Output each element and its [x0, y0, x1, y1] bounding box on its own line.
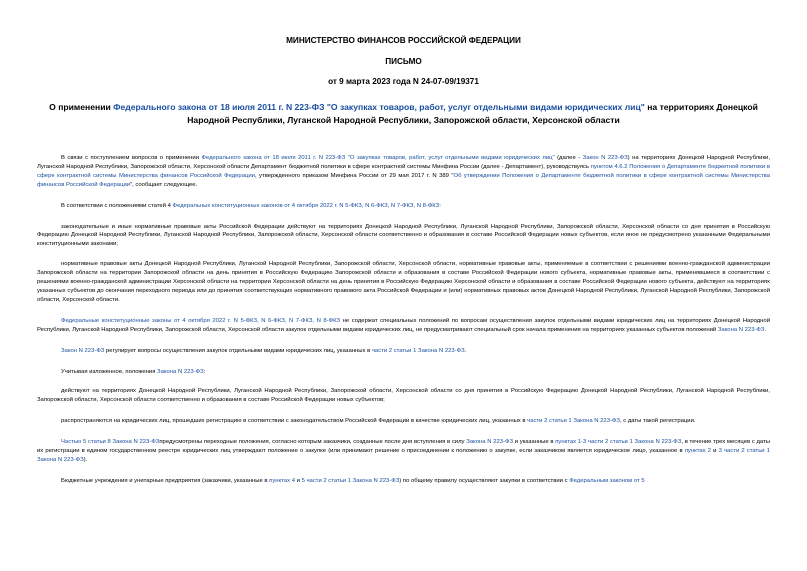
text-run: .: [764, 326, 767, 333]
text-run: :: [203, 368, 206, 375]
department-regulation-clause-link[interactable]: пунктом 4.6.2 Положения о Департаменте бюджетной политики в сфере контрактной системы Министерства финансов Российской Федерации: [37, 163, 770, 179]
text-run: ", сообщает следующее.: [130, 181, 198, 188]
law-223-short-link[interactable]: Закона N 223-ФЗ: [157, 368, 204, 375]
paragraph-fkz-no-provisions: [37, 317, 770, 335]
law-223-clauses-1-3-link[interactable]: пунктах 1-3 части 2 статьи 1 Закона N 223-ФЗ: [555, 439, 682, 446]
text-run: ) по общему правилу осуществляют закупки в соответствии с: [399, 477, 570, 484]
paragraph-transitional-provisions: [37, 438, 770, 465]
law-223-clause-2-link[interactable]: пунктах 2: [684, 448, 711, 455]
text-run: , утвержденного приказом Минфина России от 29 мая 2017 г. N 389 ": [254, 172, 454, 179]
text-run: Бюджетные учреждения и унитарные предприятия (заказчики, указанные в: [61, 477, 270, 484]
paragraph-federal-acts: законодательные и иные нормативные правовые акты Российской Федерации действуют на территориях Донецкой Народной Республики, Луганской Народной Республики, Запорожской области, Херсонской области со дня принятия в Российскую Федерацию Донецкой Народной Республики, Луганской Народной Республики, Запорожской области, Херсонской области соответственно и образования в составе Российской Федерации новых субъектов, если иное не предусмотрено указанными Федеральными конституционными законами;: [37, 223, 770, 248]
law-223-short-link[interactable]: Закона N 223-ФЗ: [717, 326, 765, 333]
fkz-laws-link[interactable]: Федеральных конституционных законов от 4 октября 2022 г. N 5-ФКЗ, N 6-ФКЗ, N 7-ФКЗ, N 8-ФКЗ: [172, 202, 440, 209]
paragraph-budget-institutions: [37, 477, 770, 486]
paragraph-regional-acts: нормативные правовые акты Донецкой Народной Республики, Луганской Народной Республики, Запорожской области, Херсонской области, нормативные правовые акты, применяемые в соответствии с решениями военно-гражданской администрации Запорожской области на территории Запорожской области на день принятия в Российскую Федерацию Запорожской области и образования в составе Российской Федерации нового субъекта, нормативные правовые акты, применявшиеся в соответствии с решениями военно-гражданской администрации Херсонской области на территории Херсонской области на день принятия в Российскую Федерацию Херсонской области и образования в составе Российской Федерации нового субъекта, действуют на территориях указанных субъектов до окончания переходного периода или до принятия соответствующих нормативного правового акта Российской Федерации и (или) нормативных правовых актов Донецкой Народной Республики, Луганской Народной Республики, Запорожской области, Херсонской области.: [37, 261, 770, 303]
text-run: и: [711, 448, 719, 455]
law-223-clause-3-link[interactable]: 3 части 2 статьи 1 Закона N 223-ФЗ: [37, 448, 770, 463]
text-run: предусмотрены переходные положения, согласно которым заказчики, созданные после дня вступления в силу: [159, 439, 467, 446]
text-run: :: [439, 202, 441, 209]
paragraph-fkz-reference: [37, 202, 770, 211]
text-run: не содержат специальных положений по вопросам осуществления закупок отдельными видами юридических лиц на территориях Донецкой Народной Республики, Луганской Народной Республики, Запорожской области, Херсонской области закупок отдельными видами юридических лиц, не предусматривают специальный срок начала применения на территориях указанных субъектов положений: [37, 317, 770, 333]
paragraph-conclusion-intro: [37, 368, 770, 377]
paragraph-law-scope: [37, 347, 770, 356]
text-run: (далее -: [554, 155, 583, 161]
text-run: ) на территориях Донецкой Народной Республики, Луганской Народной Республики, Запорожской области, Херсонской области Департамент бюджетной политики в сфере контрактной системы Минфина России (далее - Департамент), руководствуясь: [37, 155, 770, 170]
law-223-article-8-part-5-link[interactable]: Частью 5 статьи 8 Закона N 223-ФЗ: [61, 439, 160, 446]
document-subject: [40, 101, 767, 126]
text-run: В связи с поступлением вопросов о применении: [61, 155, 202, 161]
subject-prefix: О применении: [49, 102, 114, 112]
law-223-short-link[interactable]: Закон N 223-ФЗ: [582, 155, 628, 161]
ministry-heading: МИНИСТЕРСТВО ФИНАНСОВ РОССИЙСКОЙ ФЕДЕРАЦИИ: [286, 36, 521, 45]
text-run: , в течение трех месяцев с даты их регистрации в едином государственном реестре юридических лиц утверждают положение о закупке (или принимают решение о присоединении к положению о закупке, если заказчиком является юридическое лицо, указанное в: [37, 439, 771, 455]
law-223-article-1-part-2-link[interactable]: части 2 статьи 1 Закона N 223-ФЗ: [371, 347, 465, 354]
department-regulation-order-link[interactable]: Об утверждении Положения о Департаменте бюджетной политики в сфере контрактной системы Министерства финансов Российской Федерации: [37, 172, 770, 188]
text-run: ).: [83, 456, 88, 463]
law-223-clause-5-link[interactable]: 5 части 2 статьи 1 Закона N 223-ФЗ: [301, 477, 400, 484]
text-run: , с даты такой регистрации.: [619, 418, 696, 425]
text-run: В соответствии с положениями статей 4: [61, 202, 173, 209]
text-run: и: [294, 477, 302, 484]
document-body: [37, 154, 770, 486]
subject-law-link[interactable]: Федерального закона от 18 июля 2011 г. N 223-ФЗ "О закупках товаров, работ, услуг отдельными видами юридических лиц": [113, 102, 645, 112]
law-223-short-link[interactable]: Закон N 223-ФЗ: [61, 347, 105, 354]
paragraph-territories-effect: действуют на территориях Донецкой Народной Республики, Луганской Народной Республики, Запорожской области, Херсонской области со дня принятия в Российскую Федерацию Донецкой Народной Республики, Луганской Народной Республики, Запорожской области, Херсонской области соответственно и образования в составе Российской Федерации новых субъектов;: [37, 388, 770, 404]
paragraph-intro: [37, 154, 770, 190]
law-223-link[interactable]: Федерального закона от 18 июля 2011 г. N 223-ФЗ "О закупках товаров, работ, услуг отдельными видами юридических лиц": [201, 155, 555, 161]
law-223-article-1-part-2-link[interactable]: части 2 статьи 1 Закона N 223-ФЗ: [527, 418, 620, 425]
law-223-short-link[interactable]: Закона N 223-ФЗ: [466, 439, 514, 446]
fkz-laws-link[interactable]: Федеральные конституционные законы от 4 октября 2022 г. N 5-ФКЗ, N 6-ФКЗ, N 7-ФКЗ, N 8-ФКЗ: [61, 317, 341, 324]
paragraph-legal-entities: [37, 417, 770, 426]
text-run: Учитывая изложенное, положения: [61, 368, 158, 375]
document-date-number: от 9 марта 2023 года N 24-07-09/19371: [328, 77, 479, 86]
text-run: регулирует вопросы осуществления закупок отдельными видами юридических лиц, указанных в: [104, 347, 372, 354]
text-run: .: [464, 347, 467, 354]
text-run: распространяются на юридических лиц, прошедших регистрацию в соответствии с законодательством Российской Федерации в качестве юридических лиц, указанных в: [61, 418, 528, 425]
document-type: ПИСЬМО: [385, 57, 422, 66]
law-223-clause-4-link[interactable]: пунктах 4: [269, 477, 295, 484]
subject-suffix: на территориях Донецкой Народной Республики, Луганской Народной Республики, Запорожской области, Херсонской области: [187, 102, 758, 125]
federal-law-link[interactable]: Федеральным законом от 5: [569, 477, 645, 484]
text-run: и указанные в: [513, 439, 556, 446]
